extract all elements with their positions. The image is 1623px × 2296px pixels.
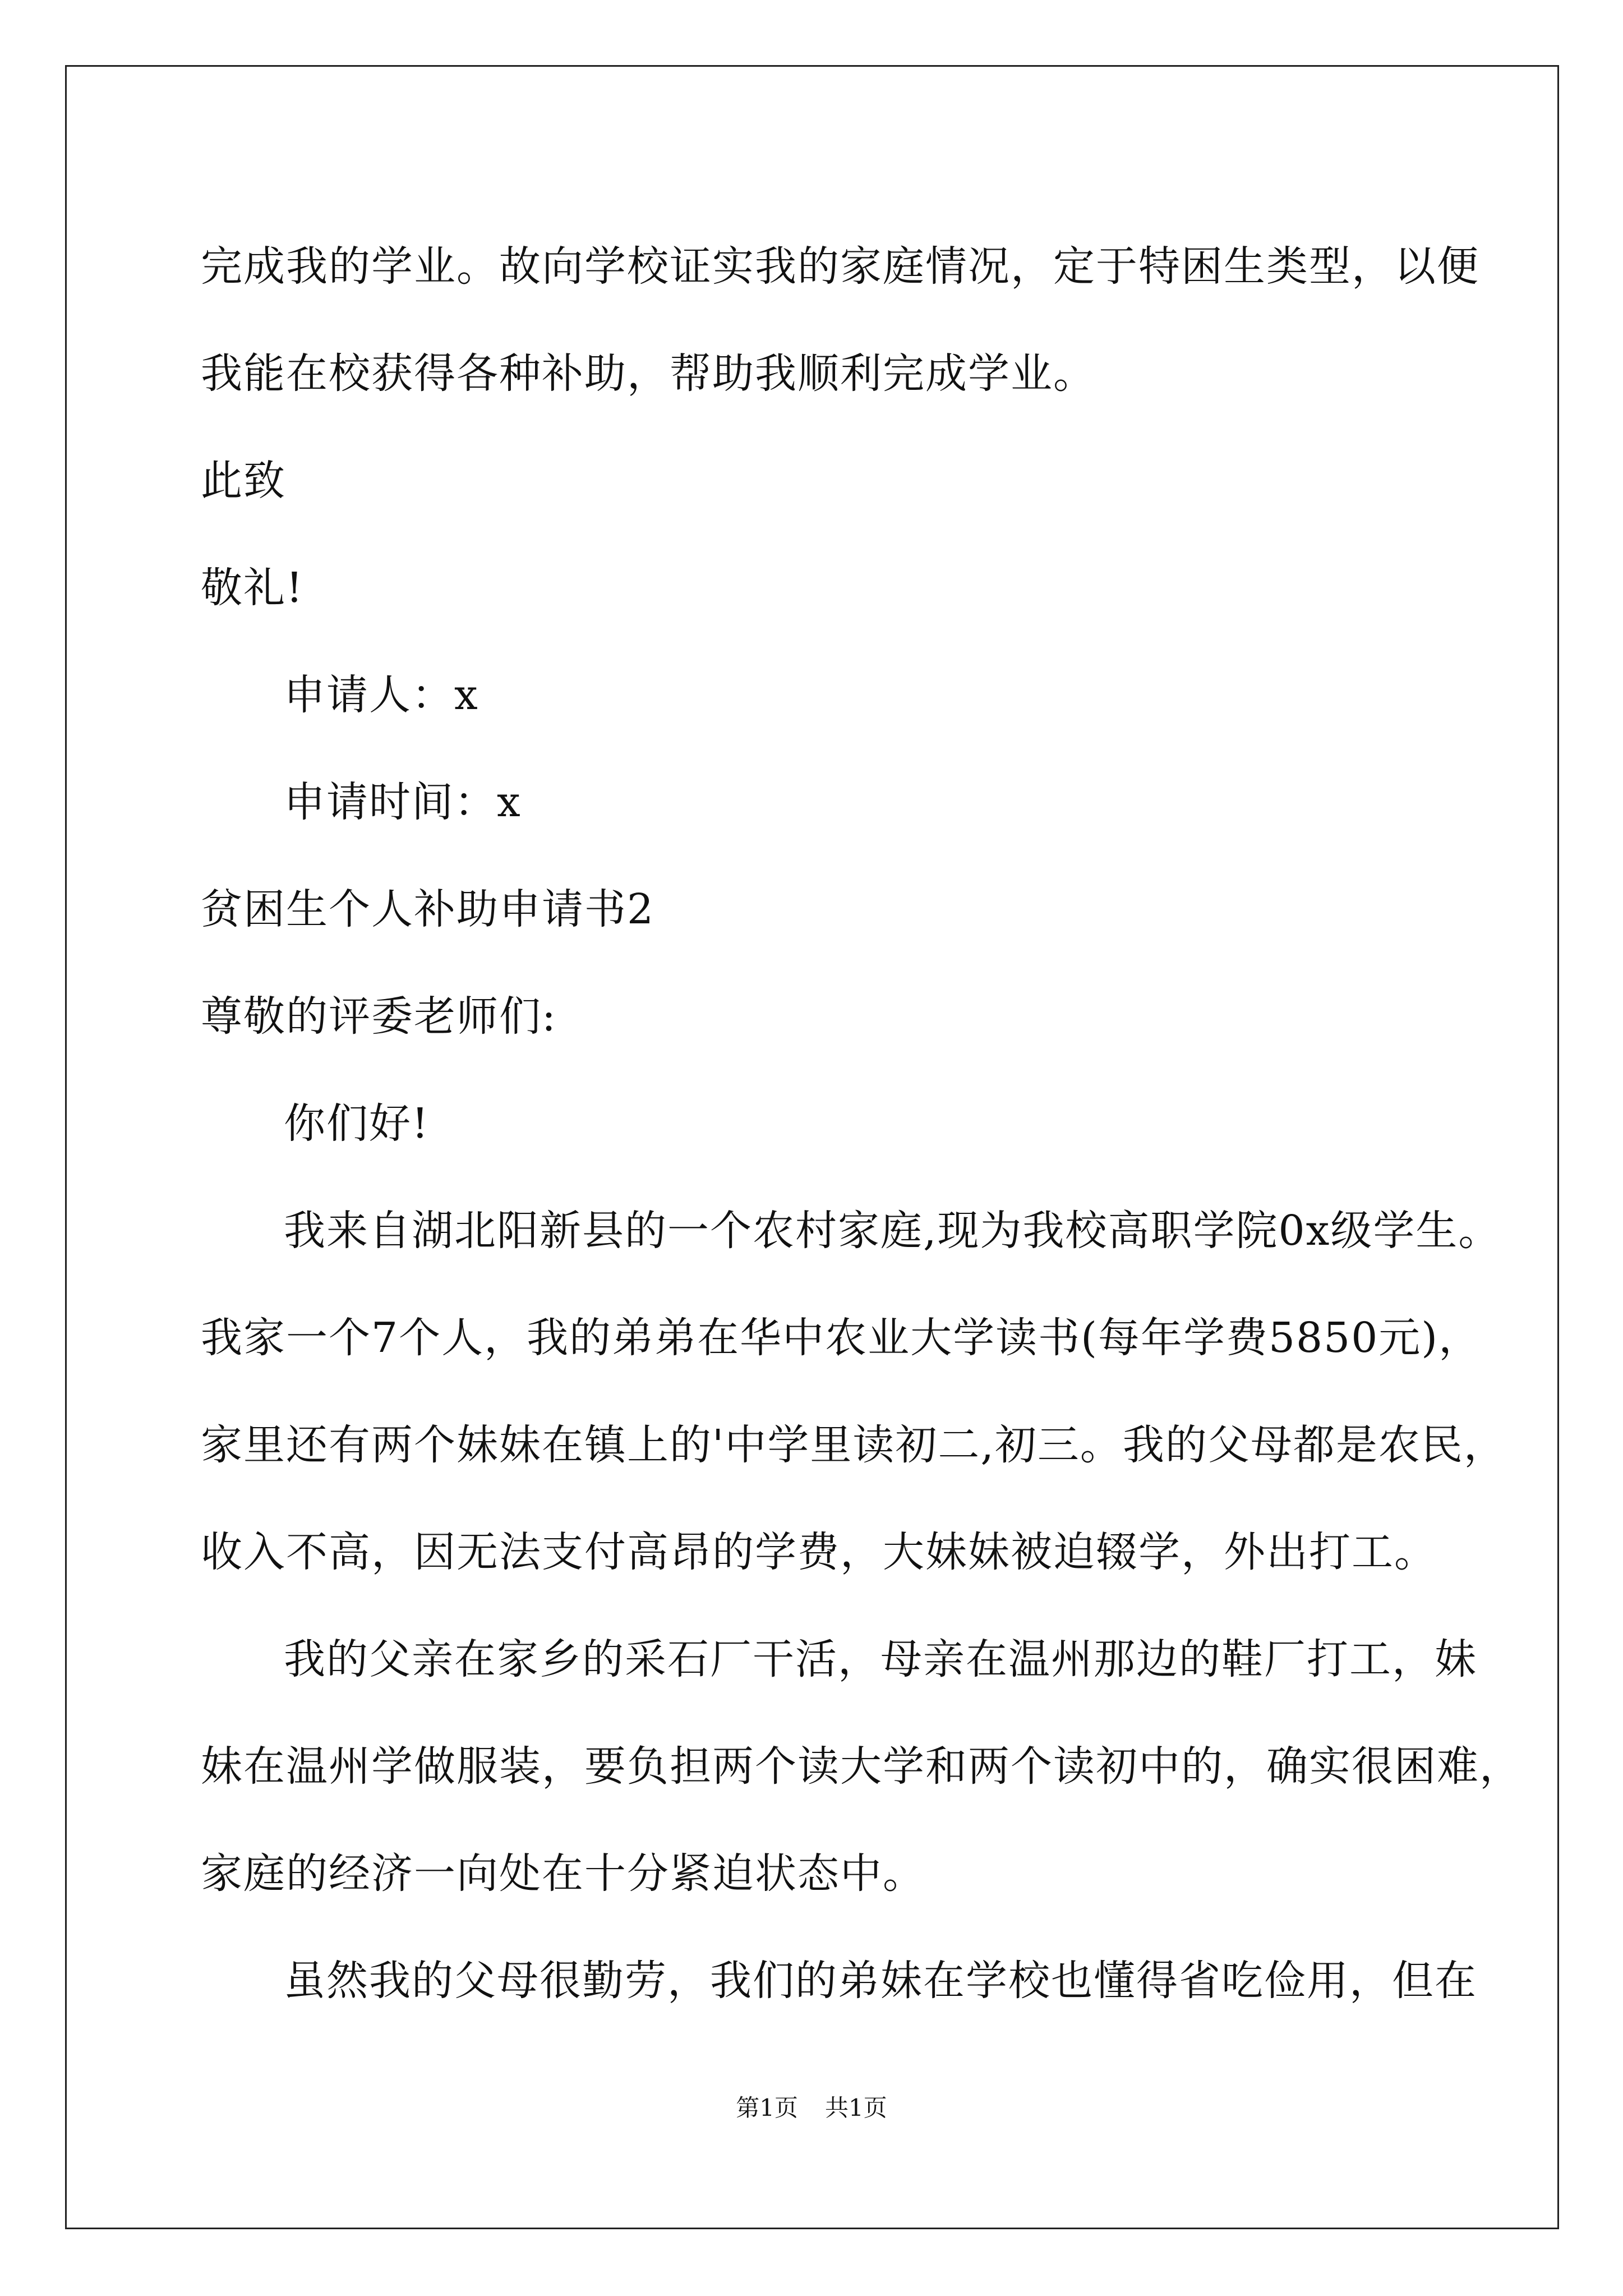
text-line: 敬礼! — [201, 564, 304, 612]
page-number: 第1页 — [736, 2094, 798, 2122]
text-line: 此致 — [201, 457, 286, 505]
application-date-line: 申请时间：x — [284, 778, 522, 826]
page-total: 共1页 — [825, 2094, 887, 2122]
text-line: 妹在温州学做服装，要负担两个读大学和两个读初中的，确实很困难， — [201, 1742, 1522, 1791]
text-line: 我来自湖北阳新县的一个农村家庭,现为我校高职学院0x级学生。 — [284, 1207, 1501, 1255]
text-line: 完成我的学业。故向学校证实我的家庭情况，定于特困生类型，以便 — [201, 242, 1479, 291]
text-line: 我的父亲在家乡的采石厂干活，母亲在温州那边的鞋厂打工，妹 — [284, 1635, 1477, 1683]
text-line: 家里还有两个妹妹在镇上的'中学里读初二,初三。我的父母都是农民， — [201, 1421, 1506, 1469]
text-line: 收入不高，因无法支付高昂的学费，大妹妹被迫辍学，外出打工。 — [201, 1528, 1437, 1576]
text-line: 虽然我的父母很勤劳，我们的弟妹在学校也懂得省吃俭用，但在 — [284, 1957, 1477, 2005]
applicant-line: 申请人：x — [284, 671, 479, 719]
greeting: 你们好! — [284, 1099, 430, 1148]
document-body — [201, 213, 1522, 2035]
text-line: 家庭的经济一向处在十分紧迫状态中。 — [201, 1849, 925, 1898]
text-line: 我家一个7个人，我的弟弟在华中农业大学读书(每年学费5850元)， — [201, 1314, 1482, 1362]
page-footer — [0, 2091, 1623, 2125]
salutation: 尊敬的评委老师们: — [201, 992, 557, 1041]
section-title: 贫困生个人补助申请书2 — [201, 885, 655, 933]
text-line: 我能在校获得各种补助，帮助我顺利完成学业。 — [201, 349, 1096, 398]
